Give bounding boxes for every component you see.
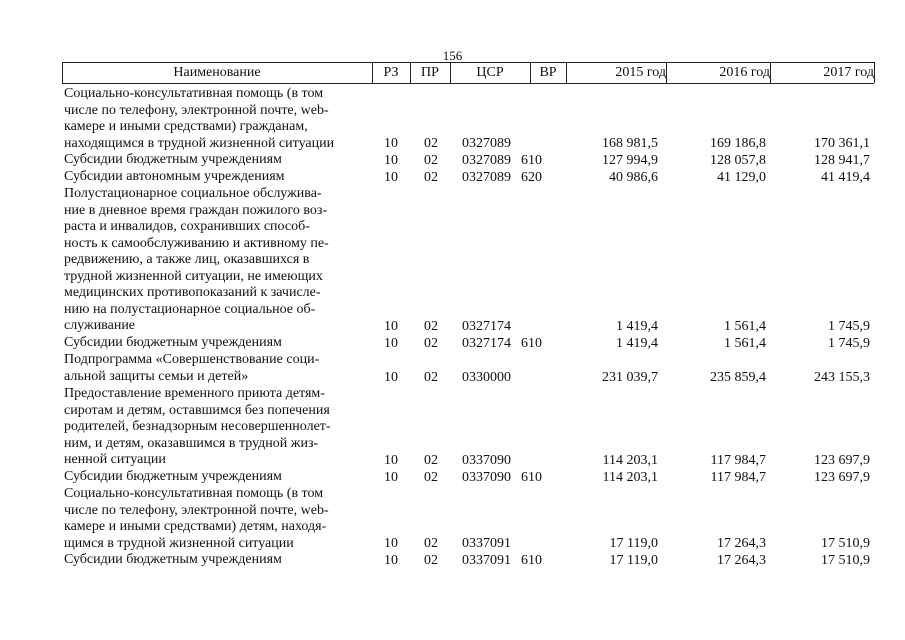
row-name: Подпрограмма «Совершенствование соци- альной защиты семьи и детей»	[64, 352, 320, 384]
row-2015: 127 994,9	[602, 152, 658, 168]
row-csr: 0330000	[462, 369, 511, 385]
row-2015: 231 039,7	[602, 369, 658, 385]
row-rz: 10	[384, 469, 398, 485]
row-vr: 610	[521, 152, 542, 168]
table-row	[0, 186, 905, 335]
row-name: Социально-консультативная помощь (в том числе по телефону, электронной почте, web- камере и иными средствами) гражданам, находящимся в трудной жизненной ситуации	[64, 86, 335, 151]
row-pr: 02	[424, 318, 438, 334]
row-rz: 10	[384, 552, 398, 568]
row-csr: 0327089	[462, 135, 511, 151]
table-row	[0, 486, 905, 552]
row-2017: 170 361,1	[814, 135, 870, 151]
row-pr: 02	[424, 552, 438, 568]
row-csr: 0337090	[462, 452, 511, 468]
row-vr: 610	[521, 335, 542, 351]
row-name: Предоставление временного приюта детям- сиротам и детям, оставшимся без попечения родителей, безнадзорным несовершеннолет- ним, и детям, оказавшимся в трудной жиз- ненной ситуации	[64, 386, 331, 467]
row-name: Полустационарное социальное обслужива- ние в дневное время граждан пожилого воз- раста и инвалидов, сохранивших способ- ность к самообслуживанию и активному пе- редвижению, а также лиц, оказавшихся в трудной жизненной ситуации, не имеющих медицинских противопоказаний к зачисле- нию на полустационарное социальное об- служивание	[64, 186, 329, 333]
row-rz: 10	[384, 335, 398, 351]
row-csr: 0327089	[462, 152, 511, 168]
row-csr: 0327089	[462, 169, 511, 185]
table-row	[0, 169, 905, 186]
row-pr: 02	[424, 135, 438, 151]
row-vr: 610	[521, 552, 542, 568]
table-row	[0, 552, 905, 569]
row-2016: 41 129,0	[717, 169, 766, 185]
row-pr: 02	[424, 335, 438, 351]
header-2017: 2017 год	[823, 65, 874, 80]
row-rz: 10	[384, 152, 398, 168]
row-csr: 0327174	[462, 335, 511, 351]
row-2015: 1 419,4	[616, 335, 658, 351]
row-2015: 168 981,5	[602, 135, 658, 151]
row-rz: 10	[384, 318, 398, 334]
header-bottom-border	[62, 83, 874, 84]
row-2016: 17 264,3	[717, 552, 766, 568]
row-pr: 02	[424, 369, 438, 385]
row-2015: 17 119,0	[609, 535, 658, 551]
table-row	[0, 469, 905, 486]
table-row	[0, 335, 905, 352]
table-row	[0, 386, 905, 469]
row-2017: 243 155,3	[814, 369, 870, 385]
row-2017: 123 697,9	[814, 469, 870, 485]
row-csr: 0337091	[462, 552, 511, 568]
row-2016: 117 984,7	[710, 469, 766, 485]
row-rz: 10	[384, 369, 398, 385]
row-pr: 02	[424, 469, 438, 485]
row-2017: 123 697,9	[814, 452, 870, 468]
row-2016: 128 057,8	[710, 152, 766, 168]
header-rz: РЗ	[383, 65, 399, 80]
row-pr: 02	[424, 169, 438, 185]
row-csr: 0337091	[462, 535, 511, 551]
header-2015: 2015 год	[615, 65, 666, 80]
header-vr: ВР	[539, 65, 557, 80]
table-header	[62, 62, 874, 83]
row-2017: 128 941,7	[814, 152, 870, 168]
header-name: Наименование	[173, 65, 261, 80]
header-csr: ЦСР	[476, 65, 504, 80]
row-2015: 40 986,6	[609, 169, 658, 185]
row-rz: 10	[384, 169, 398, 185]
row-2016: 17 264,3	[717, 535, 766, 551]
row-vr: 610	[521, 469, 542, 485]
row-2015: 114 203,1	[602, 469, 658, 485]
row-name: Субсидии бюджетным учреждениям	[64, 152, 282, 167]
row-rz: 10	[384, 135, 398, 151]
row-2015: 1 419,4	[616, 318, 658, 334]
header-2016: 2016 год	[719, 65, 770, 80]
row-pr: 02	[424, 152, 438, 168]
row-2016: 1 561,4	[724, 335, 766, 351]
row-2017: 17 510,9	[821, 552, 870, 568]
row-name: Субсидии автономным учреждениям	[64, 169, 285, 184]
row-2017: 17 510,9	[821, 535, 870, 551]
row-pr: 02	[424, 452, 438, 468]
row-2016: 169 186,8	[710, 135, 766, 151]
row-name: Субсидии бюджетным учреждениям	[64, 335, 282, 350]
row-name: Социально-консультативная помощь (в том числе по телефону, электронной почте, web- камере и иными средствами) детям, находя- щимся в трудной жизненной ситуации	[64, 486, 329, 551]
row-name: Субсидии бюджетным учреждениям	[64, 469, 282, 484]
row-csr: 0327174	[462, 318, 511, 334]
table-row	[0, 152, 905, 169]
row-2017: 1 745,9	[828, 335, 870, 351]
row-2015: 17 119,0	[609, 552, 658, 568]
row-2016: 117 984,7	[710, 452, 766, 468]
row-csr: 0337090	[462, 469, 511, 485]
row-2016: 235 859,4	[710, 369, 766, 385]
row-name: Субсидии бюджетным учреждениям	[64, 552, 282, 567]
table-row	[0, 352, 905, 386]
table-row	[0, 86, 905, 152]
row-2016: 1 561,4	[724, 318, 766, 334]
row-rz: 10	[384, 452, 398, 468]
row-rz: 10	[384, 535, 398, 551]
row-2015: 114 203,1	[602, 452, 658, 468]
header-separator	[874, 62, 875, 83]
row-pr: 02	[424, 535, 438, 551]
row-2017: 1 745,9	[828, 318, 870, 334]
row-2017: 41 419,4	[821, 169, 870, 185]
row-vr: 620	[521, 169, 542, 185]
page-number: 156	[442, 48, 463, 63]
header-pr: ПР	[421, 65, 439, 80]
